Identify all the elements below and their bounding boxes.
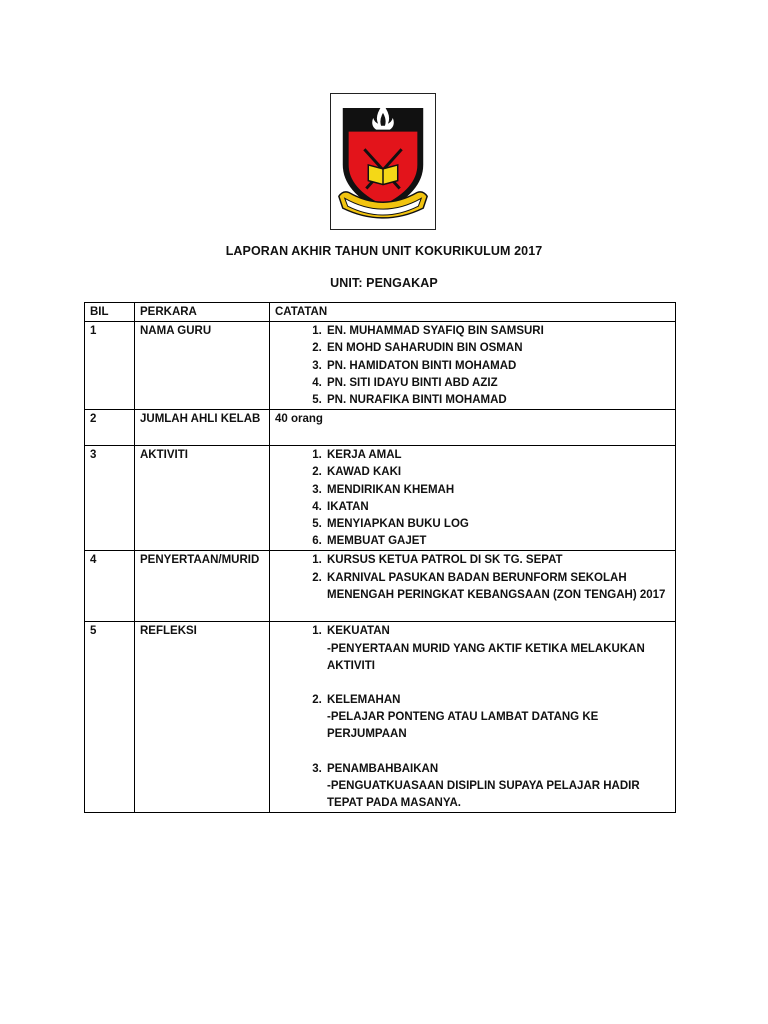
reflection-heading: PENAMBAHBAIKAN bbox=[327, 762, 439, 775]
table-row bbox=[85, 410, 676, 446]
row-number: 3 bbox=[85, 446, 135, 551]
reflection-heading: KEKUATAN bbox=[327, 625, 390, 638]
row-item: NAMA GURU bbox=[135, 322, 270, 410]
list-item: 3. PN. HAMIDATON BINTI MOHAMAD bbox=[325, 358, 675, 375]
row-number: 4 bbox=[85, 551, 135, 622]
list-item: 3. MENDIRIKAN KHEMAH bbox=[325, 482, 675, 499]
table-row bbox=[85, 622, 676, 813]
unit-title: UNIT: PENGAKAP bbox=[330, 276, 438, 290]
list-item: 6. MEMBUAT GAJET bbox=[325, 533, 675, 550]
reflection-detail: -PENYERTAAN MURID YANG AKTIF KETIKA MELAKUKAN AKTIVITI bbox=[327, 642, 645, 672]
list-item: 5. MENYIAPKAN BUKU LOG bbox=[325, 516, 675, 533]
row-notes bbox=[270, 551, 676, 622]
list-item bbox=[325, 692, 675, 761]
scout-shield-emblem bbox=[331, 94, 435, 229]
list-item: 2. KAWAD KAKI bbox=[325, 464, 675, 481]
row-number: 1 bbox=[85, 322, 135, 410]
activity-list bbox=[275, 447, 675, 550]
list-item: 2. EN MOHD SAHARUDIN BIN OSMAN bbox=[325, 340, 675, 357]
row-notes bbox=[270, 322, 676, 410]
list-item: 1. KURSUS KETUA PATROL DI SK TG. SEPAT bbox=[325, 552, 675, 569]
row-number: 5 bbox=[85, 622, 135, 813]
table-row bbox=[85, 551, 676, 622]
row-item: REFLEKSI bbox=[135, 622, 270, 813]
list-item bbox=[325, 623, 675, 692]
header-catatan: CATATAN bbox=[270, 303, 676, 322]
table-header-row bbox=[85, 303, 676, 322]
list-item: 5. PN. NURAFIKA BINTI MOHAMAD bbox=[325, 392, 675, 409]
row-item: AKTIVITI bbox=[135, 446, 270, 551]
list-item: 2. KARNIVAL PASUKAN BADAN BERUNFORM SEKOLAH MENENGAH PERINGKAT KEBANGSAAN (ZON TENGAH) 2017 bbox=[325, 570, 675, 604]
header-perkara: PERKARA bbox=[135, 303, 270, 322]
list-item: 4. PN. SITI IDAYU BINTI ABD AZIZ bbox=[325, 375, 675, 392]
row-number: 2 bbox=[85, 410, 135, 446]
reflection-detail: -PELAJAR PONTENG ATAU LAMBAT DATANG KE PERJUMPAAN bbox=[327, 711, 599, 741]
school-logo bbox=[330, 93, 436, 230]
participation-list bbox=[275, 552, 675, 604]
report-title: LAPORAN AKHIR TAHUN UNIT KOKURIKULUM 2017 bbox=[225, 244, 543, 258]
table-row bbox=[85, 322, 676, 410]
reflection-heading: KELEMAHAN bbox=[327, 694, 401, 707]
report-table bbox=[84, 302, 676, 813]
list-item: 4. IKATAN bbox=[325, 499, 675, 516]
header-bil: BIL bbox=[85, 303, 135, 322]
row-notes: 40 orang bbox=[270, 410, 676, 446]
list-item: 1. KERJA AMAL bbox=[325, 447, 675, 464]
list-item: 1. EN. MUHAMMAD SYAFIQ BIN SAMSURI bbox=[325, 323, 675, 340]
list-item bbox=[325, 761, 675, 813]
row-item: JUMLAH AHLI KELAB bbox=[135, 410, 270, 446]
reflection-detail: -PENGUATKUASAAN DISIPLIN SUPAYA PELAJAR HADIR TEPAT PADA MASANYA. bbox=[327, 779, 640, 810]
row-notes bbox=[270, 622, 676, 813]
row-item: PENYERTAAN/MURID bbox=[135, 551, 270, 622]
table-row bbox=[85, 446, 676, 551]
teacher-list bbox=[275, 323, 675, 409]
reflection-list bbox=[275, 623, 675, 812]
row-notes bbox=[270, 446, 676, 551]
